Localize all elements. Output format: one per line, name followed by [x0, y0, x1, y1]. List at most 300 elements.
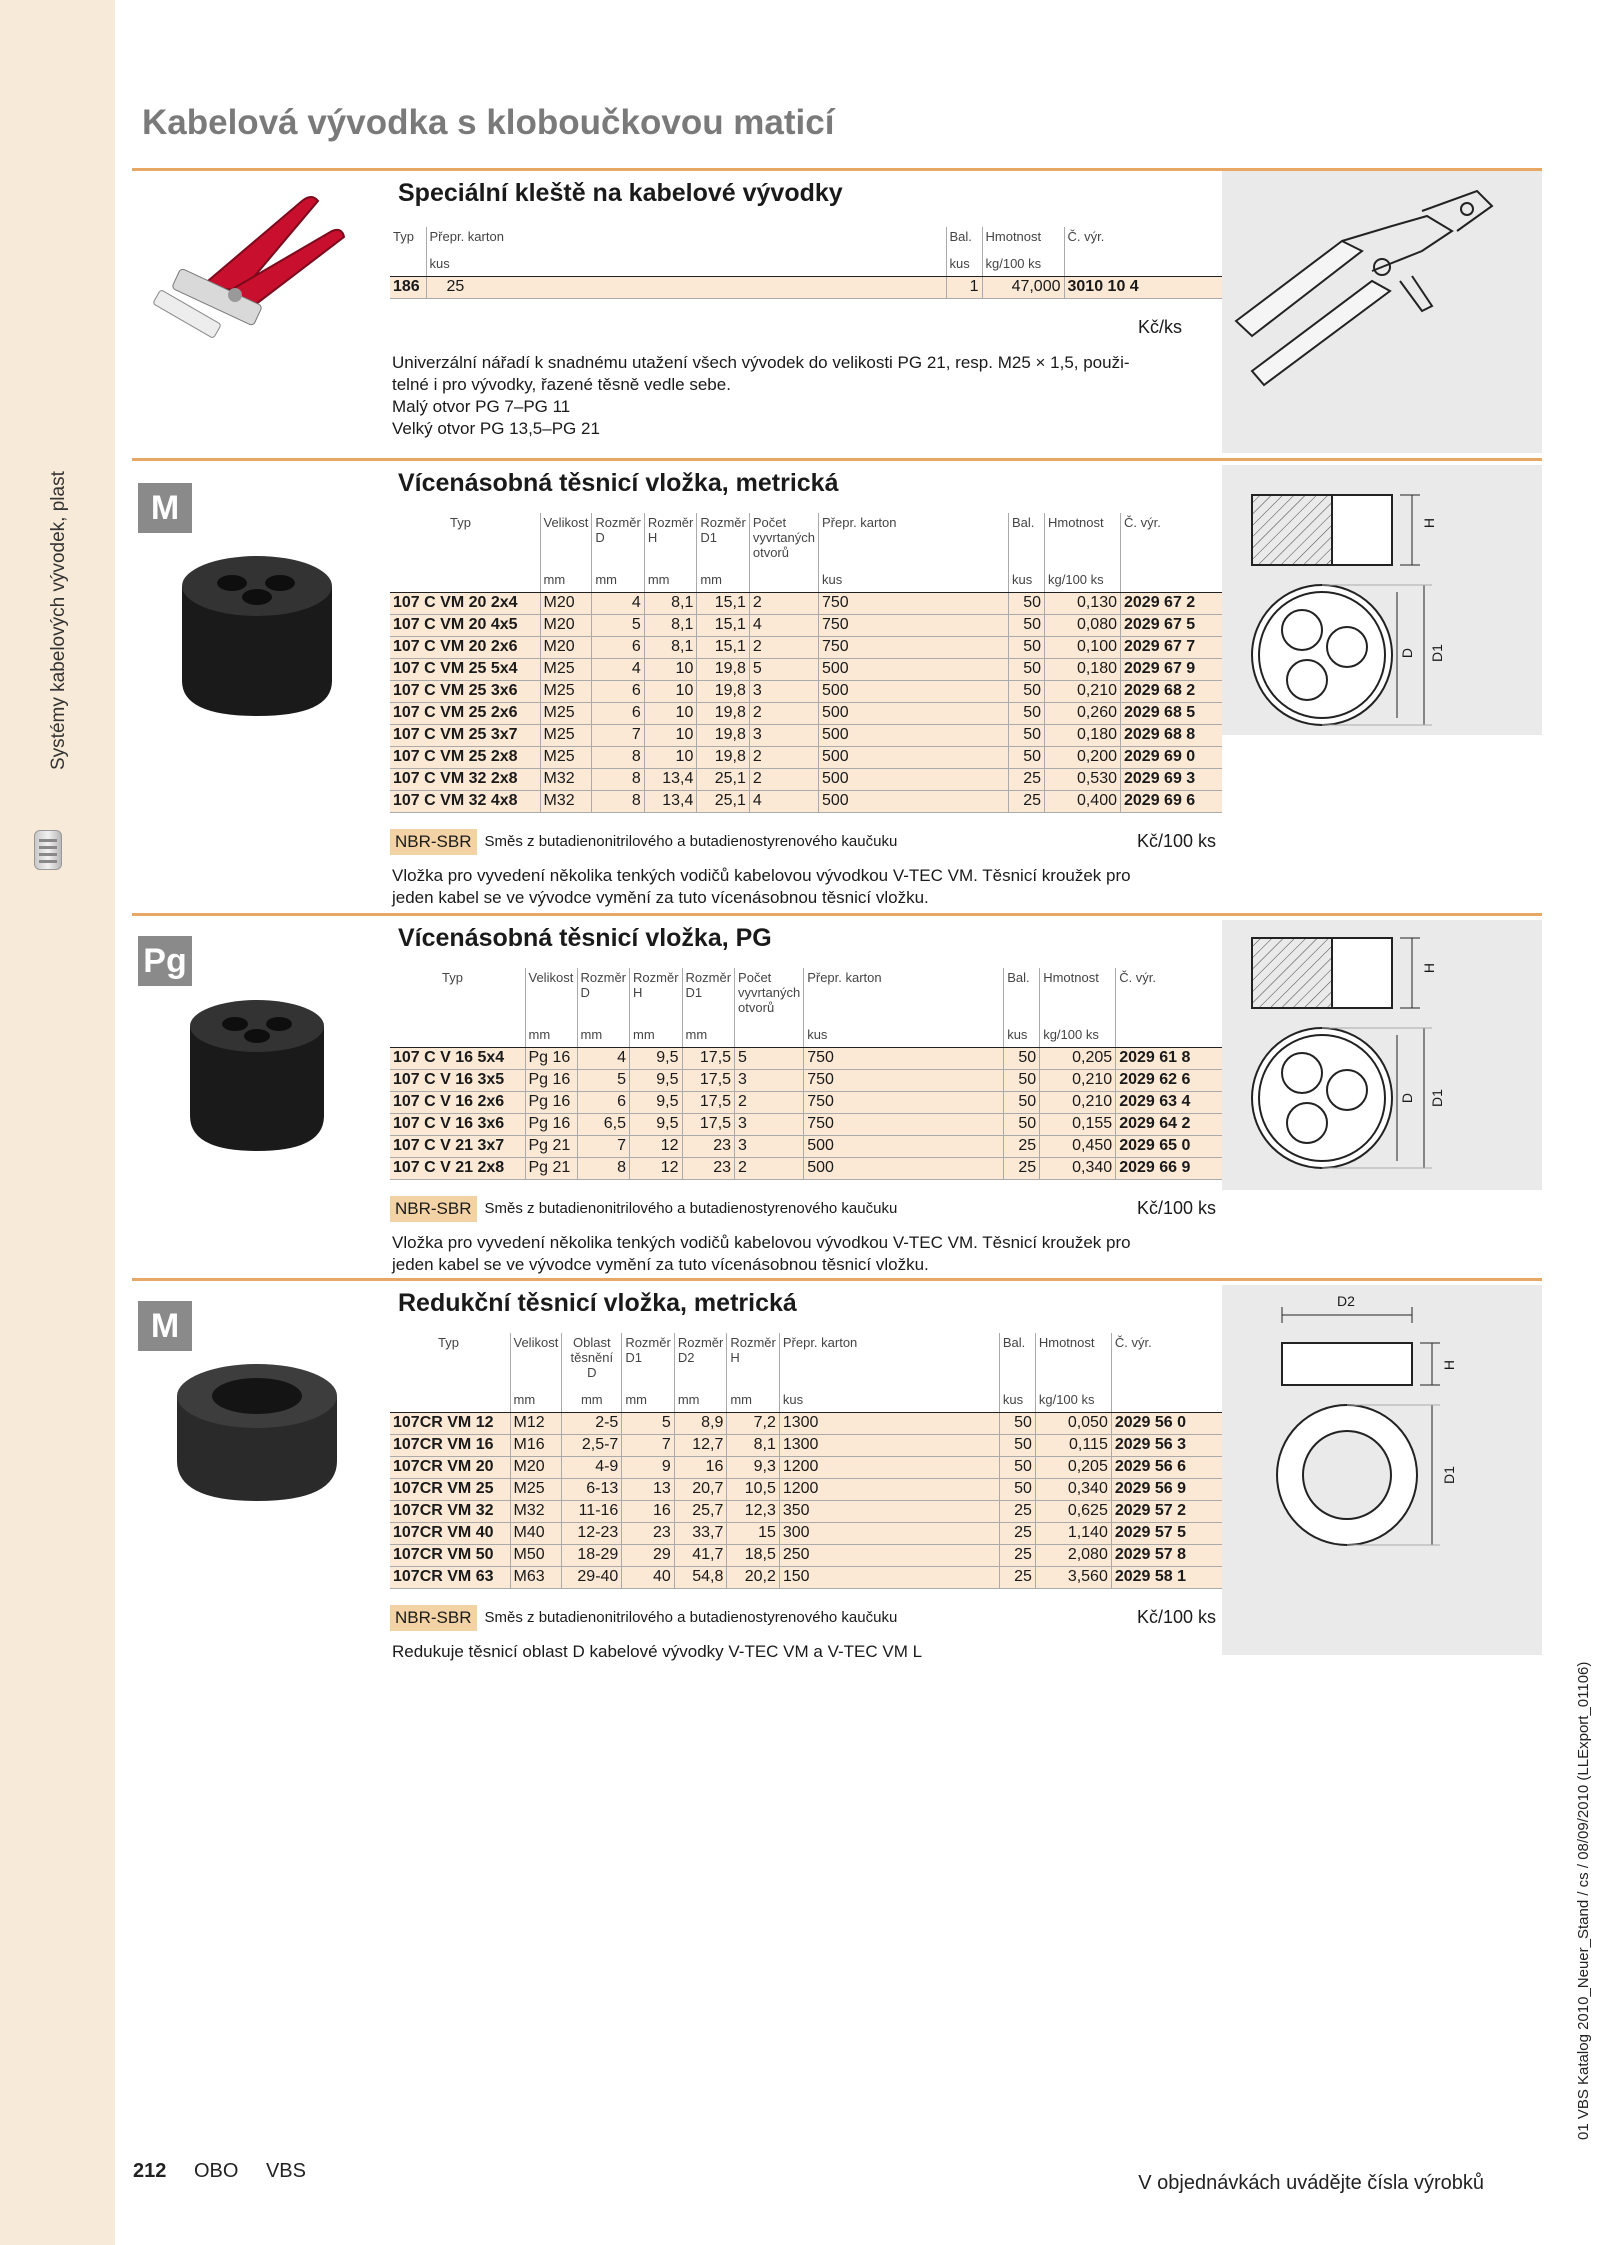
table-cell: 15 — [727, 1522, 780, 1544]
table-cell: 2029 67 2 — [1121, 592, 1223, 614]
table-cell: 7 — [577, 1135, 630, 1157]
table-cell: 107 C V 16 3x6 — [390, 1113, 525, 1135]
table-cell: 2029 67 7 — [1121, 636, 1223, 658]
table-cell: 2029 57 5 — [1111, 1522, 1222, 1544]
table-cell: M25 — [510, 1478, 562, 1500]
table-cell: 50 — [1009, 658, 1045, 680]
left-band — [0, 0, 115, 2245]
table-cell: 7 — [592, 724, 645, 746]
header-typ: Typ — [393, 229, 414, 244]
table-cell: 25 — [999, 1522, 1035, 1544]
table-cell: 107 C VM 20 2x6 — [390, 636, 540, 658]
table-cell: 107 C VM 32 4x8 — [390, 790, 540, 812]
material-desc: Směs z butadienonitrilového a butadienostyrenového kaučuku — [484, 1200, 898, 1217]
dim-d1-label: D1 — [1428, 1089, 1445, 1107]
table-cell: 750 — [804, 1069, 1004, 1091]
table-cell: 2029 67 9 — [1121, 658, 1223, 680]
table-cell: 19,8 — [697, 658, 750, 680]
table-row — [390, 1544, 1222, 1566]
table-row — [390, 1113, 1222, 1135]
footer-brand: OBO — [193, 2160, 239, 2182]
table-cell: 2,080 — [1035, 1544, 1111, 1566]
table-cell: 50 — [1004, 1047, 1040, 1069]
table-cell: M12 — [510, 1412, 562, 1434]
dim-h-label: H — [1421, 517, 1438, 529]
table-cell: 0,210 — [1040, 1069, 1116, 1091]
table-cell: 12 — [630, 1157, 683, 1179]
table-cell: M20 — [540, 636, 592, 658]
table-cell: 2029 62 6 — [1116, 1069, 1222, 1091]
table-cell: 9,5 — [630, 1069, 683, 1091]
table-row — [390, 1456, 1222, 1478]
table-cell: 5 — [577, 1069, 630, 1091]
table-cell: 0,200 — [1045, 746, 1121, 768]
side-title: Systémy kabelových vývodek, plast — [48, 471, 69, 770]
price-unit: Kč/100 ks — [1136, 831, 1216, 851]
table-cell: M25 — [540, 680, 592, 702]
reduction-rows — [390, 1412, 1222, 1588]
dim-d-label: D — [1399, 1092, 1416, 1104]
table-cell: 23 — [682, 1157, 735, 1179]
table-cell: 29 — [622, 1544, 675, 1566]
table-cell: 2 — [749, 592, 818, 614]
table-cell: 3 — [735, 1135, 804, 1157]
table-cell: 250 — [779, 1544, 999, 1566]
price-unit: Kč/ks — [1137, 316, 1182, 337]
table-cell: M40 — [510, 1522, 562, 1544]
table-cell: M63 — [510, 1566, 562, 1588]
table-cell: 0,530 — [1045, 768, 1121, 790]
table-cell: M16 — [510, 1434, 562, 1456]
multi-metric-content — [390, 461, 1222, 909]
table-cell: 350 — [779, 1500, 999, 1522]
table-cell: M25 — [540, 658, 592, 680]
multi-metric-table: Typ Velikost Rozměr D Rozměr H Rozměr D1 Počet vyvrtaných otvorů Přepr. karton Bal. Hmotnost Č. výr. mm mm mm mm kus kus kg/100 ks 107 C VM 20 2x4 M20 4 8,1 15,1 2 750 50 0,130 2029 67 2 107 C VM 20 4x5 M20 5 8,1 15,1 4 750 50 0,080 2029 67 5 107 C VM 20 2x6 M20 6 8,1 15,1 2 750 50 0,100 2029 67 7 107 C VM 25 5x4 M25 4 10 19,8 5 500 50 0,180 2029 67 9 107 C VM 25 3x6 M25 6 10 19,8 3 500 50 0,210 2029 68 2 107 C VM 25 2x6 M25 6 10 19,8 2 500 50 0,260 2029 68 5 107 C VM 25 3x7 M25 7 10 19,8 3 500 50 0,180 2029 68 8 107 C VM 25 2x8 M25 8 10 19,8 2 500 50 0,200 2029 69 0 107 C VM 32 2x8 M32 8 13,4 25,1 2 500 25 0,530 2029 69 3 107 C VM 32 4x8 M32 8 13,4 25,1 4 500 25 0,400 2029 69 6 — [390, 513, 1222, 813]
table-cell: 6 — [592, 680, 645, 702]
table-cell: 7,2 — [727, 1412, 780, 1434]
material-line — [390, 829, 1222, 855]
table-cell: 18,5 — [727, 1544, 780, 1566]
table-cell: 107 C V 21 2x8 — [390, 1157, 525, 1179]
table-cell: 25 — [999, 1544, 1035, 1566]
table-cell: 2029 65 0 — [1116, 1135, 1222, 1157]
pliers-table — [390, 227, 1222, 299]
section-pliers — [132, 168, 1542, 453]
table-cell: 0,340 — [1035, 1478, 1111, 1500]
table-row — [390, 702, 1222, 724]
header-karton: Přepr. karton — [426, 227, 946, 246]
material-desc: Směs z butadienonitrilového a butadienostyrenového kaučuku — [484, 833, 898, 850]
table-cell: 2 — [749, 702, 818, 724]
reduction-insert-photo-icon — [132, 1351, 382, 1521]
cable-gland-thumbnail-icon — [34, 830, 62, 870]
table-cell: 19,8 — [697, 724, 750, 746]
footer-series: VBS — [265, 2160, 306, 2182]
multi-pg-drawing — [1222, 920, 1542, 1190]
table-cell: 50 — [999, 1434, 1035, 1456]
dimension-drawing-icon — [1222, 920, 1542, 1190]
table-cell: 3,560 — [1035, 1566, 1111, 1588]
table-cell: 50 — [1009, 680, 1045, 702]
table-cell: 13,4 — [644, 790, 697, 812]
section-title: Redukční těsnicí vložka, metrická — [398, 1289, 797, 1317]
table-cell: 107 C VM 20 2x4 — [390, 592, 540, 614]
table-cell: 500 — [819, 658, 1009, 680]
table-row — [390, 1434, 1222, 1456]
table-cell: 19,8 — [697, 746, 750, 768]
table-cell: 17,5 — [682, 1113, 735, 1135]
table-cell: 15,1 — [697, 592, 750, 614]
table-cell: M25 — [540, 724, 592, 746]
table-cell: 750 — [819, 614, 1009, 636]
table-cell: 25 — [1009, 790, 1045, 812]
table-cell: 12,7 — [674, 1434, 727, 1456]
table-cell: 7 — [622, 1434, 675, 1456]
table-cell: 0,210 — [1045, 680, 1121, 702]
table-cell: 2029 69 3 — [1121, 768, 1223, 790]
table-cell: 500 — [819, 746, 1009, 768]
badge-metric: M — [138, 1301, 192, 1351]
table-cell: 0,400 — [1045, 790, 1121, 812]
reduction-content — [390, 1281, 1222, 1663]
table-cell: 17,5 — [682, 1091, 735, 1113]
table-cell: 107 C VM 20 4x5 — [390, 614, 540, 636]
table-cell: 3 — [749, 724, 818, 746]
table-cell: 2 — [735, 1157, 804, 1179]
dim-h-label: H — [1421, 962, 1438, 974]
table-cell: 11-16 — [562, 1500, 622, 1522]
table-cell: 25 — [999, 1500, 1035, 1522]
table-cell: 1300 — [779, 1412, 999, 1434]
table-cell: 1200 — [779, 1478, 999, 1500]
unit-karton: kus — [426, 246, 946, 276]
table-cell: 8,1 — [644, 636, 697, 658]
table-row — [390, 1522, 1222, 1544]
multi-insert-photo-icon — [132, 531, 382, 751]
table-cell: 12-23 — [562, 1522, 622, 1544]
catalog-note: 01 VBS Katalog 2010_Neuer_Stand / cs / 08/09/2010 (LLExport_01106) — [1575, 1661, 1592, 2140]
table-cell: 10 — [644, 658, 697, 680]
table-cell: 0,180 — [1045, 724, 1121, 746]
table-cell: 8,1 — [644, 592, 697, 614]
table-cell: 33,7 — [674, 1522, 727, 1544]
table-cell: 107CR VM 40 — [390, 1522, 510, 1544]
table-cell: 25,1 — [697, 768, 750, 790]
table-cell: 25 — [1004, 1157, 1040, 1179]
table-cell: 2-5 — [562, 1412, 622, 1434]
reduction-drawing — [1222, 1285, 1542, 1655]
insert-photo — [132, 986, 382, 1186]
unit-bal: kus — [946, 246, 982, 276]
table-row — [390, 592, 1222, 614]
table-cell: 6 — [577, 1091, 630, 1113]
table-cell: 0,180 — [1045, 658, 1121, 680]
table-cell: 107 C VM 25 2x8 — [390, 746, 540, 768]
insert-photo — [132, 531, 382, 751]
pliers-drawing — [1222, 171, 1542, 453]
table-cell: 0,100 — [1045, 636, 1121, 658]
description: Redukuje těsnicí oblast D kabelové vývodky V-TEC VM a V-TEC VM L — [392, 1641, 923, 1661]
table-row — [390, 724, 1222, 746]
table-cell: 23 — [682, 1135, 735, 1157]
table-cell: 4-9 — [562, 1456, 622, 1478]
table-cell: 50 — [999, 1412, 1035, 1434]
table-cell: Pg 16 — [525, 1091, 577, 1113]
table-cell: Pg 21 — [525, 1135, 577, 1157]
table-cell: 4 — [592, 592, 645, 614]
table-cell: 2 — [749, 768, 818, 790]
table-row — [390, 1069, 1222, 1091]
table-cell: 6-13 — [562, 1478, 622, 1500]
table-cell: 9,5 — [630, 1091, 683, 1113]
table-cell: 107CR VM 12 — [390, 1412, 510, 1434]
reduction-table: Typ Velikost Oblast těsnění D Rozměr D1 Rozměr D2 Rozměr H Přepr. karton Bal. Hmotnost Č. výr. mm mm mm mm mm kus kus kg/100 ks 107CR VM 12 M12 2-5 5 8,9 7,2 1300 50 0,050 2029 56 0 107CR VM 16 M16 2,5-7 7 12,7 8,1 1300 50 0,115 2029 56 3 107CR VM 20 M20 4-9 9 16 9,3 1200 50 0,205 2029 56 6 107CR VM 25 M25 6-13 13 20,7 10,5 1200 50 0,340 2029 56 9 107CR VM 32 M32 11-16 16 25,7 12,3 350 25 0,625 2029 57 2 107CR VM 40 M40 12-23 23 33,7 15 300 25 1,140 2029 57 5 107CR VM 50 M50 18-29 29 41,7 18,5 250 25 2,080 2029 57 8 107CR VM 63 M63 29-40 40 54,8 20,2 150 25 3,560 2029 58 1 — [390, 1333, 1222, 1589]
table-cell: 50 — [1004, 1069, 1040, 1091]
table-cell: 2029 63 4 — [1116, 1091, 1222, 1113]
table-cell: 6,5 — [577, 1113, 630, 1135]
material-line — [390, 1605, 1222, 1631]
table-cell: 16 — [622, 1500, 675, 1522]
dimension-drawing-icon — [1222, 465, 1542, 735]
table-cell: 16 — [674, 1456, 727, 1478]
table-row — [390, 1047, 1222, 1069]
table-cell: 150 — [779, 1566, 999, 1588]
table-cell: 25,7 — [674, 1500, 727, 1522]
table-row — [390, 1135, 1222, 1157]
table-cell: M25 — [540, 702, 592, 724]
table-cell: 15,1 — [697, 614, 750, 636]
table-cell: 4 — [749, 790, 818, 812]
table-cell: 500 — [819, 790, 1009, 812]
table-cell: M32 — [540, 790, 592, 812]
insert-photo — [132, 1351, 382, 1521]
section-reduction — [132, 1278, 1542, 1661]
table-cell: 107 C V 16 3x5 — [390, 1069, 525, 1091]
table-cell: 2029 68 5 — [1121, 702, 1223, 724]
footer-note: V objednávkách uvádějte čísla výrobků — [1138, 2172, 1484, 2194]
table-cell: 54,8 — [674, 1566, 727, 1588]
table-cell: 0,205 — [1040, 1047, 1116, 1069]
table-row — [390, 1500, 1222, 1522]
table-row — [390, 746, 1222, 768]
table-cell: 107 C VM 25 5x4 — [390, 658, 540, 680]
multi-metric-rows — [390, 592, 1222, 812]
table-cell: 0,625 — [1035, 1500, 1111, 1522]
table-cell: 50 — [1009, 702, 1045, 724]
table-cell: 5 — [749, 658, 818, 680]
table-cell: 20,7 — [674, 1478, 727, 1500]
table-cell: M50 — [510, 1544, 562, 1566]
table-row — [390, 636, 1222, 658]
table-cell: 2029 68 2 — [1121, 680, 1223, 702]
section-title: Vícenásobná těsnicí vložka, metrická — [398, 469, 839, 497]
table-row — [390, 1478, 1222, 1500]
table-cell: 50 — [1004, 1113, 1040, 1135]
table-cell: M25 — [540, 746, 592, 768]
table-cell: 20,2 — [727, 1566, 780, 1588]
table-row — [390, 1566, 1222, 1588]
table-cell: 107CR VM 20 — [390, 1456, 510, 1478]
table-cell: 2 — [749, 746, 818, 768]
table-cell: 0,210 — [1040, 1091, 1116, 1113]
multi-pg-rows — [390, 1047, 1222, 1179]
table-cell: 50 — [1009, 592, 1045, 614]
table-cell: 12 — [630, 1135, 683, 1157]
table-row — [390, 614, 1222, 636]
pliers-drawing-icon — [1222, 171, 1542, 453]
pliers-image — [132, 171, 382, 456]
table-cell: M20 — [540, 614, 592, 636]
table-cell: 25,1 — [697, 790, 750, 812]
table-cell: 8,9 — [674, 1412, 727, 1434]
table-cell: M20 — [510, 1456, 562, 1478]
table-cell: 107CR VM 50 — [390, 1544, 510, 1566]
table-cell: 4 — [749, 614, 818, 636]
table-cell: 17,5 — [682, 1069, 735, 1091]
header-hmotnost: Hmotnost — [982, 227, 1064, 246]
price-unit: Kč/100 ks — [1136, 1198, 1216, 1218]
table-cell: 23 — [622, 1522, 675, 1544]
table-cell: 8,1 — [644, 614, 697, 636]
material-desc: Směs z butadienonitrilového a butadienostyrenového kaučuku — [484, 1609, 898, 1626]
table-cell: 3 — [735, 1069, 804, 1091]
table-cell: 2029 57 2 — [1111, 1500, 1222, 1522]
table-cell: 15,1 — [697, 636, 750, 658]
table-row — [390, 1091, 1222, 1113]
table-cell: 107 C V 16 5x4 — [390, 1047, 525, 1069]
table-cell: 3 — [749, 680, 818, 702]
table-cell: 12,3 — [727, 1500, 780, 1522]
section-multi-metric — [132, 458, 1542, 908]
table-cell: 9,5 — [630, 1113, 683, 1135]
table-cell: 8 — [592, 790, 645, 812]
multi-pg-table: Typ Velikost Rozměr D Rozměr H Rozměr D1 Počet vyvrtaných otvorů Přepr. karton Bal. Hmotnost Č. výr. mm mm mm mm kus kus kg/100 ks 107 C V 16 5x4 Pg 16 4 9,5 17,5 5 750 50 0,205 2029 61 8 107 C V 16 3x5 Pg 16 5 9,5 17,5 3 750 50 0,210 2029 62 6 107 C V 16 2x6 Pg 16 6 9,5 17,5 2 750 50 0,210 2029 63 4 107 C V 16 3x6 Pg 16 6,5 9,5 17,5 3 750 50 0,155 2029 64 2 107 C V 21 3x7 Pg 21 7 12 23 3 500 25 0,450 2029 65 0 107 C V 21 2x8 Pg 21 8 12 23 2 500 25 0,340 2029 66 9 — [390, 968, 1222, 1180]
table-cell: 8,1 — [727, 1434, 780, 1456]
table-cell: 10,5 — [727, 1478, 780, 1500]
table-row — [390, 680, 1222, 702]
table-cell: 18-29 — [562, 1544, 622, 1566]
table-cell: M32 — [540, 768, 592, 790]
table-cell: 500 — [819, 680, 1009, 702]
table-cell: 13,4 — [644, 768, 697, 790]
table-cell: 19,8 — [697, 702, 750, 724]
table-cell: 29-40 — [562, 1566, 622, 1588]
table-cell: 750 — [804, 1113, 1004, 1135]
unit-hmotnost: kg/100 ks — [982, 246, 1064, 276]
table-cell: 0,260 — [1045, 702, 1121, 724]
table-cell: 50 — [1009, 614, 1045, 636]
description: Vložka pro vyvedení několika tenkých vodičů kabelovou vývodkou V-TEC VM. Těsnicí kroužek pro jeden kabel se ve vývodce vymění za tuto vícenásobnou těsnicí vložku. — [392, 1232, 1131, 1274]
table-cell: 0,050 — [1035, 1412, 1111, 1434]
table-cell: 1,140 — [1035, 1522, 1111, 1544]
table-cell: 10 — [644, 680, 697, 702]
table-cell: 4 — [592, 658, 645, 680]
table-cell: 107 C VM 25 3x7 — [390, 724, 540, 746]
page-title: Kabelová vývodka s kloboučkovou maticí — [142, 103, 835, 142]
table-cell: 2029 67 5 — [1121, 614, 1223, 636]
table-cell: 25 — [1009, 768, 1045, 790]
table-cell: 5 — [735, 1047, 804, 1069]
table-cell: 107 C V 16 2x6 — [390, 1091, 525, 1113]
table-cell: 2 — [735, 1091, 804, 1113]
dimension-drawing-icon — [1222, 1285, 1542, 1655]
table-cell: 500 — [819, 702, 1009, 724]
pliers-content — [390, 171, 1222, 440]
multi-metric-drawing — [1222, 465, 1542, 735]
table-cell: 2029 66 9 — [1116, 1157, 1222, 1179]
table-cell: 50 — [1009, 724, 1045, 746]
table-cell: 10 — [644, 746, 697, 768]
section-title: Speciální kleště na kabelové vývodky — [398, 179, 843, 207]
table-cell: 500 — [819, 768, 1009, 790]
table-cell: 10 — [644, 724, 697, 746]
table-cell: 0,080 — [1045, 614, 1121, 636]
table-row — [390, 1412, 1222, 1434]
dim-d-label: D — [1399, 647, 1416, 659]
page-number: 212 — [133, 2160, 167, 2182]
table-cell: 107CR VM 63 — [390, 1566, 510, 1588]
table-cell: 0,205 — [1035, 1456, 1111, 1478]
price-unit: Kč/100 ks — [1136, 1607, 1216, 1627]
table-cell: 50 — [999, 1456, 1035, 1478]
description: Univerzální nářadí k snadnému utažení všech vývodek do velikosti PG 21, resp. M25 × 1,5, použi- telné i pro vývodky, řazené těsně vedle sebe. Malý otvor PG 7–PG 11 Velký otvor PG 13,5–PG 21 — [392, 352, 1130, 438]
table-cell: 107CR VM 32 — [390, 1500, 510, 1522]
table-cell: 10 — [644, 702, 697, 724]
table-cell: 750 — [804, 1091, 1004, 1113]
table-cell: M32 — [510, 1500, 562, 1522]
material-code: NBR-SBR — [390, 1196, 477, 1222]
table-cell: 2029 56 9 — [1111, 1478, 1222, 1500]
badge-pg: Pg — [138, 936, 192, 986]
badge-metric: M — [138, 483, 192, 533]
table-cell: 0,115 — [1035, 1434, 1111, 1456]
table-row — [390, 1157, 1222, 1179]
header-bal: Bal. — [946, 227, 982, 246]
table-cell: Pg 16 — [525, 1069, 577, 1091]
table-cell: 2029 58 1 — [1111, 1566, 1222, 1588]
table-cell: 5 — [622, 1412, 675, 1434]
table-cell: 9,3 — [727, 1456, 780, 1478]
table-cell: Pg 16 — [525, 1047, 577, 1069]
table-cell: 750 — [819, 636, 1009, 658]
table-cell: 107CR VM 16 — [390, 1434, 510, 1456]
table-cell: 50 — [1009, 746, 1045, 768]
table-cell: 107 C VM 25 3x6 — [390, 680, 540, 702]
table-cell: 500 — [804, 1135, 1004, 1157]
table-cell: 50 — [999, 1478, 1035, 1500]
table-cell: 25 — [999, 1566, 1035, 1588]
table-row — [390, 790, 1222, 812]
table-cell: 300 — [779, 1522, 999, 1544]
table-cell: 17,5 — [682, 1047, 735, 1069]
table-cell: 2029 69 6 — [1121, 790, 1223, 812]
table-cell: 6 — [592, 702, 645, 724]
table-cell: 8 — [592, 768, 645, 790]
dim-d2-label: D2 — [1337, 1293, 1355, 1309]
table-cell: 13 — [622, 1478, 675, 1500]
table-row — [390, 768, 1222, 790]
table-cell: 750 — [819, 592, 1009, 614]
table-row: 186 25 1 47,000 3010 10 4 — [390, 276, 1222, 298]
table-cell: 500 — [819, 724, 1009, 746]
table-cell: Pg 21 — [525, 1157, 577, 1179]
table-cell: 1300 — [779, 1434, 999, 1456]
table-cell: 2 — [749, 636, 818, 658]
table-cell: 2029 61 8 — [1116, 1047, 1222, 1069]
table-cell: 0,340 — [1040, 1157, 1116, 1179]
table-cell: 9 — [622, 1456, 675, 1478]
table-row — [390, 658, 1222, 680]
